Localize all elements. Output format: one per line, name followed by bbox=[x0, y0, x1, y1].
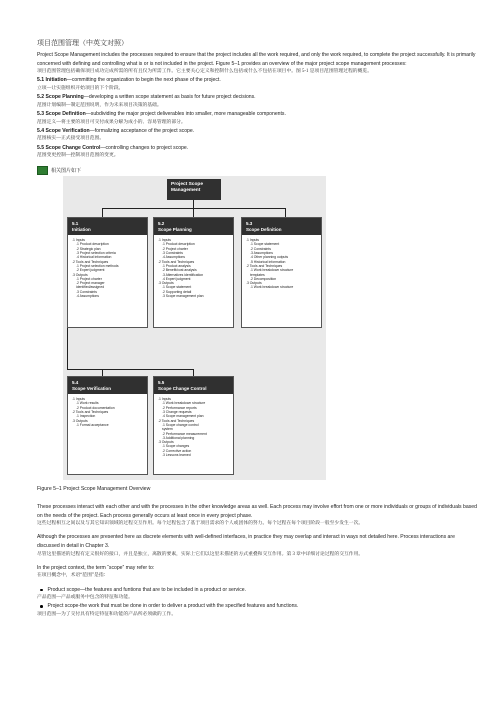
process-list-item: .3 Additional planning bbox=[162, 435, 195, 440]
process-list-item: .2 Benefit/cost analysis bbox=[162, 268, 197, 273]
process-list-item: .4 Other planning outputs bbox=[250, 255, 289, 260]
process-name: Scope Verification bbox=[72, 385, 112, 391]
bullet-text-cn: 项目范围—为了交付具有特定特征和功能的产品所必须做的工作。 bbox=[37, 611, 177, 617]
process-item bbox=[37, 144, 477, 153]
figure-top-box bbox=[167, 179, 221, 200]
process-item-description: —subdividing the major project deliverables into smaller, more manageable components. bbox=[85, 110, 286, 117]
intro-paragraph-cn: 项目范围管理包括确保项目成功完成所需的所有且仅为所需工作。它主要关心定义和控制什么包括或什么不包括在项目中。图 5-1 是项目范围管理过程的概览。 bbox=[37, 69, 372, 75]
process-list-item: .1 Product analysis bbox=[162, 263, 191, 268]
process-list-item: .2 Decomposition bbox=[250, 276, 277, 281]
process-list-item: .2 Project charter bbox=[162, 246, 188, 251]
bullet-item bbox=[37, 586, 477, 595]
process-number: 5.5 bbox=[158, 380, 165, 385]
process-box-scope-definition bbox=[241, 217, 322, 328]
process-section-label: .1 Inputs bbox=[158, 238, 172, 243]
process-list-item: identified/assigned bbox=[76, 285, 105, 290]
process-list-item: .1 Project charter bbox=[76, 276, 102, 281]
process-list-item: .1 Scope changes bbox=[162, 444, 190, 449]
process-number: 5.2 bbox=[158, 221, 165, 226]
connector-line bbox=[193, 369, 194, 376]
process-list-item: .2 Expert judgment bbox=[76, 268, 105, 273]
process-box-header bbox=[68, 218, 147, 235]
process-list-item: .2 Product documentation bbox=[76, 405, 115, 410]
process-list-item: .5 Historical information bbox=[250, 259, 286, 264]
process-section-label: .3 Outputs bbox=[72, 272, 88, 277]
process-section-label: .3 Outputs bbox=[72, 418, 88, 423]
bullet-text: Product scope—the features and funtions that are to be included in a product or service. bbox=[47, 586, 246, 593]
process-list bbox=[37, 76, 477, 160]
process-number: 5.3 bbox=[246, 221, 253, 226]
process-list-item: .1 Scope statement bbox=[162, 285, 192, 290]
figure-top-title: Project Scope Management bbox=[171, 182, 203, 193]
process-list-item: .4 Assumptions bbox=[76, 294, 99, 299]
process-list-item: .1 Product description bbox=[76, 242, 109, 247]
process-name: Initiation bbox=[72, 226, 91, 232]
process-list-item: .1 Work breakdown structure bbox=[250, 285, 294, 290]
bullet-item bbox=[37, 602, 477, 611]
process-box-body bbox=[154, 394, 233, 460]
process-section-label: .1 Inputs bbox=[72, 238, 86, 243]
process-section-label: .2 Tools and Techniques bbox=[72, 259, 109, 264]
process-section-label: .2 Tools and Techniques bbox=[246, 263, 283, 268]
process-box-header bbox=[154, 377, 233, 394]
process-item-heading: 5.1 Initiation bbox=[37, 77, 67, 84]
bullet-icon bbox=[40, 589, 43, 592]
connector-line bbox=[193, 208, 194, 217]
process-name: Scope Planning bbox=[158, 226, 192, 232]
scope-management-figure bbox=[63, 176, 326, 480]
intro-paragraph-en: Project Scope Management includes the processes required to ensure that the project includes all the work required, and only the work required, to complete the project successfully. It is primarily concerned with defining and controlling what is or is not included in the project. Figure 5–1 provides an overview of the major project scope management processes: bbox=[37, 52, 476, 67]
process-list-item: .3 Constraints bbox=[76, 289, 97, 294]
process-item-cn: 立项—让实施组织开始项目的下个阶段。 bbox=[37, 85, 124, 91]
process-list-item: .1 Work breakdown structure bbox=[250, 268, 294, 273]
process-list-item: .2 Supporting detail bbox=[162, 289, 192, 294]
process-box-body bbox=[68, 394, 147, 430]
image-link-row[interactable] bbox=[37, 166, 477, 175]
process-item-cn: 范围定义—将主要的项目可交付成果分解为成小的、容易管理的部分。 bbox=[37, 119, 186, 125]
process-item-heading: 5.2 Scope Planning bbox=[37, 94, 84, 101]
paragraph-cn: 在项目概念中，术语“范围”是指： bbox=[37, 573, 109, 579]
bullet-icon bbox=[40, 605, 43, 608]
process-item bbox=[37, 127, 477, 136]
process-list-item: .4 Expert judgment bbox=[162, 276, 191, 281]
process-box-body bbox=[68, 235, 147, 301]
process-item-description: —formalizing acceptance of the project scope. bbox=[89, 127, 195, 134]
process-item-heading: 5.3 Scope Definition bbox=[37, 110, 86, 117]
paragraph-en: These processes interact with each other and with the processes in the other knowledge areas as well. Each process may involve effort from one or more individuals or groups of individuals based on the needs of the project. Each process generally occurs at least once in every project phase. bbox=[37, 504, 477, 519]
process-list-item: .2 Constraints bbox=[250, 246, 271, 251]
process-list-item: .2 Performance reports bbox=[162, 405, 197, 410]
image-icon bbox=[37, 166, 48, 175]
process-list-item: .1 Work results bbox=[76, 401, 99, 406]
process-box-header bbox=[68, 377, 147, 394]
process-list-item: .3 Scope management plan bbox=[162, 294, 204, 299]
process-item-cn: 范围核实—正式接受项目范围。 bbox=[37, 136, 105, 142]
process-number: 5.1 bbox=[72, 221, 79, 226]
process-item bbox=[37, 93, 477, 102]
process-item bbox=[37, 76, 477, 85]
process-list-item: .1 Project selection methods bbox=[76, 263, 119, 268]
scope-bullet-list bbox=[37, 586, 477, 620]
process-list-item: .1 Work breakdown structure bbox=[162, 401, 206, 406]
process-list-item: system bbox=[162, 427, 173, 432]
process-list-item: .4 Assumptions bbox=[162, 255, 185, 260]
process-item-heading: 5.4 Scope Verification bbox=[37, 127, 90, 134]
process-section-label: .2 Tools and Techniques bbox=[158, 259, 195, 264]
connector-line bbox=[285, 208, 286, 217]
process-item-description: —committing the organization to begin the next phase of the project. bbox=[66, 77, 221, 84]
process-list-item: .1 Formal acceptance bbox=[76, 422, 109, 427]
process-box-initiation bbox=[67, 217, 148, 328]
connector-line bbox=[193, 200, 194, 208]
process-list-item: .2 Corrective action bbox=[162, 448, 192, 453]
image-link-text[interactable]: 相关图片如下 bbox=[51, 167, 82, 174]
paragraph-en: In the project context, the term “scope” may refer to: bbox=[37, 564, 155, 571]
connector-line bbox=[102, 369, 103, 376]
document-body bbox=[37, 38, 477, 175]
process-list-item: .3 Lessons learned bbox=[162, 453, 191, 458]
process-item-heading: 5.5 Scope Change Control bbox=[37, 144, 101, 151]
process-box-header bbox=[242, 218, 321, 235]
connector-line bbox=[67, 328, 68, 369]
process-list-item: .1 Scope statement bbox=[250, 242, 280, 247]
process-name: Scope Change Control bbox=[158, 385, 207, 391]
process-box-scope-change-control bbox=[153, 376, 234, 475]
process-section-label: .2 Tools and Techniques bbox=[72, 410, 109, 415]
connector-line bbox=[67, 369, 193, 370]
process-number: 5.4 bbox=[72, 380, 79, 385]
after-figure-text bbox=[37, 503, 477, 619]
page-title: 项目范围管理（中英文对照） bbox=[37, 39, 128, 47]
process-list-item: .4 Scope management plan bbox=[162, 414, 204, 419]
process-list-item: .3 Change requests bbox=[162, 410, 192, 415]
process-item-cn: 范围计划编制—制定范围说明，作为未来项目决策的基础。 bbox=[37, 102, 162, 108]
process-item bbox=[37, 110, 477, 119]
process-list-item: .3 Project selection criteria bbox=[76, 251, 116, 256]
process-list-item: .3 Alternatives identification bbox=[162, 272, 204, 277]
process-box-body bbox=[242, 235, 321, 293]
process-list-item: .2 Project manager bbox=[76, 281, 105, 286]
process-item-description: —developing a written scope statement as basis for future project decisions. bbox=[83, 94, 256, 101]
process-section-label: .1 Inputs bbox=[72, 397, 86, 402]
process-box-scope-verification bbox=[67, 376, 148, 475]
paragraph-en: Although the processes are presented here as discrete elements with well-defined interfaces, in practice they may overlap and interact in ways not detailed here. Process interactions are discussed in detail in Chapter 3. bbox=[37, 534, 455, 549]
process-list-item: .2 Strategic plan bbox=[76, 246, 101, 251]
process-section-label: .1 Inputs bbox=[158, 397, 172, 402]
process-list-item: .2 Performance measurement bbox=[162, 431, 207, 436]
process-list-item: .1 Product description bbox=[162, 242, 195, 247]
paragraph-cn: 尽管这里描述的过程有定义很好的接口，并且是独立，离散的要素，实际上它们以这里未描述的方式重叠和交互作用。第 3 章中详细讨论过程的交互作用。 bbox=[37, 551, 364, 557]
process-list-item: .3 Assumptions bbox=[250, 251, 273, 256]
process-section-label: .3 Outputs bbox=[158, 281, 174, 286]
bullet-text: Project scope-the work that must be done in order to deliver a product with the specified features and functions. bbox=[47, 603, 299, 610]
process-name: Scope Definition bbox=[246, 226, 282, 232]
process-section-label: .3 Outputs bbox=[158, 440, 174, 445]
process-section-label: .2 Tools and Techniques bbox=[158, 418, 195, 423]
process-list-item: .4 Historical information bbox=[76, 255, 112, 260]
process-list-item: templates bbox=[250, 272, 265, 277]
figure-caption: Figure 5–1 Project Scope Management Overview bbox=[37, 486, 151, 492]
process-list-item: .1 Scope change control bbox=[162, 422, 199, 427]
paragraph-cn: 这些过程相互之间以及与其它知识领域的过程交互作用。每个过程包含了基于项目需求的个人或团体的努力。每个过程在每个项目阶段一般至少发生一次。 bbox=[37, 521, 364, 527]
process-list-item: .3 Constraints bbox=[162, 251, 183, 256]
bullet-text-cn: 产品范围—产品或服务中包含的特征和功能。 bbox=[37, 595, 133, 601]
process-box-scope-planning bbox=[153, 217, 234, 328]
process-item-description: —controlling changes to project scope. bbox=[100, 144, 189, 151]
process-section-label: .1 Inputs bbox=[246, 238, 260, 243]
process-box-body bbox=[154, 235, 233, 301]
connector-line bbox=[102, 208, 103, 217]
process-item-cn: 范围变更控制—控制项目范围的变更。 bbox=[37, 153, 119, 159]
process-list-item: .1 Inspection bbox=[76, 414, 96, 419]
process-box-header bbox=[154, 218, 233, 235]
process-section-label: .3 Outputs bbox=[246, 281, 262, 286]
